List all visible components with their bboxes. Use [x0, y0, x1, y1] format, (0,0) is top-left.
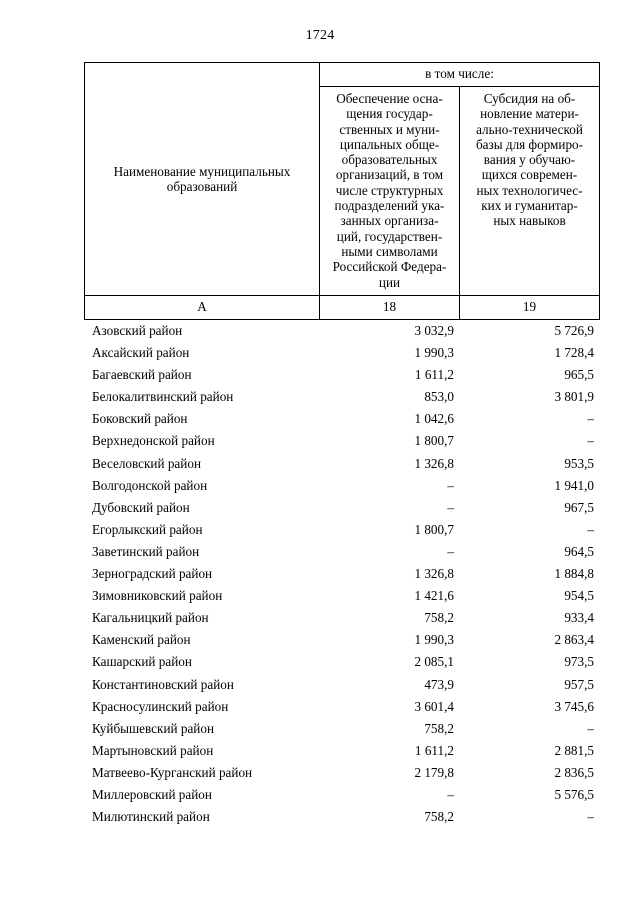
row-value-19: 2 836,5 — [554, 764, 594, 780]
table-header — [84, 62, 600, 320]
row-value-19: 2 863,4 — [554, 632, 594, 648]
row-name: Зерноградский район — [92, 566, 213, 582]
row-value-18: 1 800,7 — [414, 521, 454, 537]
row-value-18: 3 601,4 — [414, 698, 454, 714]
row-value-19: – — [587, 411, 594, 427]
row-name: Заветинский район — [92, 543, 200, 559]
row-name: Азовский район — [92, 323, 183, 338]
row-value-18: 758,2 — [424, 809, 454, 825]
row-name: Константиновский район — [92, 676, 234, 692]
row-value-18: – — [447, 499, 454, 515]
row-value-19: – — [587, 809, 594, 825]
table-row — [0, 585, 640, 607]
table-row — [0, 784, 640, 806]
row-value-19: – — [587, 521, 594, 537]
table-row — [0, 541, 640, 563]
row-name: Багаевский район — [92, 367, 192, 383]
row-value-19: 2 881,5 — [554, 742, 594, 758]
row-name: Аксайский район — [92, 345, 190, 361]
row-value-19: 954,5 — [564, 588, 594, 604]
table-row — [0, 342, 640, 364]
row-value-18: 1 611,2 — [414, 742, 454, 758]
row-value-18: – — [447, 477, 454, 493]
header-index-19: 19 — [522, 299, 537, 314]
table-row — [0, 806, 640, 828]
row-name: Веселовский район — [92, 455, 201, 471]
row-value-19: 933,4 — [564, 610, 594, 626]
table-row — [0, 674, 640, 696]
row-value-18: – — [447, 786, 454, 802]
page-number: 1724 — [305, 28, 335, 43]
row-name: Матвеево-Курганский район — [92, 764, 253, 780]
header-divider-group — [319, 86, 600, 87]
table-row — [0, 364, 640, 386]
row-value-19: 3 745,6 — [554, 698, 594, 714]
row-value-18: 3 032,9 — [414, 323, 454, 338]
table-body — [0, 320, 640, 828]
row-name: Дубовский район — [92, 499, 190, 515]
row-value-18: 1 421,6 — [414, 588, 454, 604]
table-row — [0, 629, 640, 651]
row-value-19: 1 728,4 — [554, 345, 594, 361]
row-value-19: – — [587, 433, 594, 449]
row-value-18: 853,0 — [424, 389, 454, 405]
table-row — [0, 563, 640, 585]
row-name: Мартыновский район — [92, 742, 214, 758]
row-value-19: 1 941,0 — [554, 477, 594, 493]
row-value-18: 1 990,3 — [414, 345, 454, 361]
row-value-19: 1 884,8 — [554, 566, 594, 582]
row-value-18: 473,9 — [424, 676, 454, 692]
table-row — [0, 762, 640, 784]
row-name: Милютинский район — [92, 809, 210, 825]
row-value-18: 2 085,1 — [414, 654, 454, 670]
table-row — [0, 696, 640, 718]
table-row — [0, 475, 640, 497]
row-name: Куйбышевский район — [92, 720, 215, 736]
header-col18-label: Обеспечение осна- щения государ- ственных и муни- ципальных обще- образовательных организаций, в том числе структурных подразделений ука- занных организа- ций, государствен- ными символами Российской Федера- ции — [332, 91, 447, 290]
row-value-18: 2 179,8 — [414, 764, 454, 780]
row-value-19: 953,5 — [564, 455, 594, 471]
row-value-18: 1 800,7 — [414, 433, 454, 449]
row-name: Боковский район — [92, 411, 188, 427]
table-row — [0, 497, 640, 519]
table-row — [0, 718, 640, 740]
row-name: Зимовниковский район — [92, 588, 223, 604]
row-value-18: 758,2 — [424, 610, 454, 626]
row-value-18: 758,2 — [424, 720, 454, 736]
header-group-label: в том числе: — [425, 66, 494, 81]
table-row — [0, 651, 640, 673]
row-value-18: 1 611,2 — [414, 367, 454, 383]
row-name: Каменский район — [92, 632, 191, 648]
row-name: Егорлыкский район — [92, 521, 203, 537]
table-row — [0, 408, 640, 430]
table-row — [0, 386, 640, 408]
row-value-19: 3 801,9 — [554, 389, 594, 405]
row-value-19: – — [587, 720, 594, 736]
row-value-19: 964,5 — [564, 543, 594, 559]
row-name: Верхнедонской район — [92, 433, 215, 449]
row-value-19: 957,5 — [564, 676, 594, 692]
row-value-18: – — [447, 543, 454, 559]
table-row — [0, 607, 640, 629]
row-name: Красносулинский район — [92, 698, 229, 714]
row-name: Кагальницкий район — [92, 610, 209, 626]
header-border-right — [599, 62, 600, 320]
header-border-left — [84, 62, 85, 320]
row-name: Кашарский район — [92, 654, 192, 670]
header-col19-label: Субсидия на об- новление матери- ально-технической базы для формиро- вания у обучаю- щихся современ- ных технологичес- ких и гуманитар- ных навыков — [475, 91, 584, 229]
table-row — [0, 519, 640, 541]
row-value-18: 1 326,8 — [414, 455, 454, 471]
row-name: Белокалитвинский район — [92, 389, 234, 405]
row-name: Волгодонской район — [92, 477, 208, 493]
row-value-18: 1 042,6 — [414, 411, 454, 427]
row-value-19: 967,5 — [564, 499, 594, 515]
header-border-top — [84, 62, 600, 63]
table-row — [0, 453, 640, 475]
row-name: Миллеровский район — [92, 786, 212, 802]
table-row — [0, 320, 640, 342]
row-value-18: 1 990,3 — [414, 632, 454, 648]
row-value-19: 5 726,9 — [554, 323, 594, 338]
row-value-19: 5 576,5 — [554, 786, 594, 802]
header-index-18: 18 — [382, 299, 397, 314]
row-value-19: 973,5 — [564, 654, 594, 670]
header-index-name: А — [197, 299, 207, 314]
table-row — [0, 430, 640, 452]
header-divider-index — [84, 295, 600, 296]
row-value-19: 965,5 — [564, 367, 594, 383]
row-value-18: 1 326,8 — [414, 566, 454, 582]
table-row — [0, 740, 640, 762]
header-name-column: Наименование муниципальных образований — [113, 164, 291, 195]
